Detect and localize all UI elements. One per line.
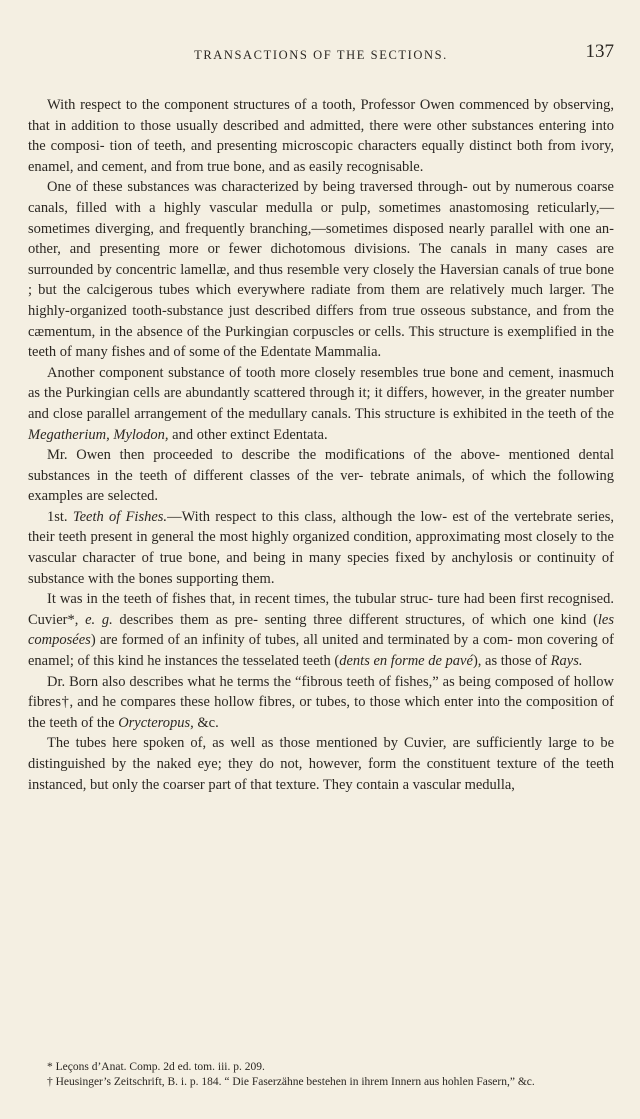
running-head: TRANSACTIONS OF THE SECTIONS.	[194, 48, 448, 62]
text-run: and other extinct Edentata.	[168, 426, 328, 443]
page-number: 137	[585, 41, 614, 62]
paragraph	[28, 363, 614, 445]
italic-run: les composées	[28, 611, 615, 649]
italic-run: Orycteropus,	[118, 714, 194, 731]
text-run: Mr. Owen then proceeded to describe the modifications of the above- mentioned dental substances in the teeth of different classes of the ver- tebrate animals, of which the following examples are selected.	[28, 447, 614, 505]
text-run: Another component substance of tooth more closely resembles true bone and cement, inasmuch as the Purkingian cells are abundantly scattered through it; it differs, however, in the greater number and close parallel arrangement of the medullary canals. This structure is exhibited in the teeth of the	[28, 364, 614, 422]
body-text	[28, 95, 614, 795]
text-run: —With respect to this class, although the low- est of the vertebrate series, their teeth present in general the most highly organized condition, approximating most closely to the vascular character of true bone, and being in many species fixed by anchylosis or continuity of substance with the bones supporting them.	[28, 508, 615, 587]
text-run: It was in the teeth of fishes that, in recent times, the tubular struc- ture had been first recognised. Cuvier*,	[28, 591, 614, 628]
text-run: Dr. Born also describes what he terms the “fibrous teeth of fishes,” as being composed of hollow fibres†, and he compares these hollow fibres, or tubes, to those which enter into the composition of the teeth of the	[28, 673, 614, 731]
page-header	[28, 0, 614, 62]
italic-run: dents en forme de pavé	[339, 653, 473, 670]
paragraph	[28, 445, 614, 507]
italic-run: e. g.	[85, 611, 113, 628]
paragraph	[28, 589, 614, 671]
footnote: * Leçons d’Anat. Comp. 2d ed. tom. iii. p. 209.	[47, 1061, 265, 1073]
text-run: With respect to the component structures of a tooth, Professor Owen commenced by observing, that in addition to those usually described and admitted, there were other substances entering into the composi- tion of teeth, and presenting microscopic characters equally distinct both from ivory, enamel, and cement, and from true bone, and as easily recognisable.	[28, 97, 614, 175]
paragraph	[28, 507, 614, 589]
paragraph	[28, 672, 614, 734]
italic-run: Rays.	[550, 653, 583, 670]
text-run: 1st.	[47, 508, 73, 525]
text-run: One of these substances was characterized by being traversed through- out by numerous coarse canals, filled with a highly vascular medulla or pulp, sometimes anastomosing reticularly,—sometimes diverging, and frequently branching,—sometimes disposed nearly parallel with one an- other, and presenting more or fewer dichotomous divisions. The canals in many cases are surrounded by concentric lamellæ, and thus resemble very closely the Haversian canals of true bone ; but the calcigerous tubes which everywhere radiate from them are relatively much larger. The highly-organized tooth-substance just described differs from true osseous substance, and from the cæmentum, in the absence of the Purkingian corpuscles or cells. This structure is exemplified in the teeth of many fishes and of some of the Edentate Mammalia.	[28, 179, 614, 361]
text-run: ), as those of	[472, 653, 551, 670]
paragraph	[28, 95, 614, 177]
italic-run: Megatherium, Mylodon,	[28, 426, 169, 443]
paragraph	[28, 177, 614, 362]
text-run: describes them as pre- senting three different structures, of which one kind (	[112, 611, 598, 628]
footnotes	[28, 1060, 614, 1089]
paragraph	[28, 733, 614, 795]
text-run: ) are formed of an infinity of tubes, all united and terminated by a com- mon covering of enamel; of this kind he instances the tesselated teeth (	[28, 632, 614, 670]
text-run: The tubes here spoken of, as well as those mentioned by Cuvier, are sufficiently large to be distinguished by the naked eye; they do not, however, form the constituent texture of the teeth instanced, but only the coarser part of that texture. They contain a vascular medulla,	[28, 735, 614, 793]
italic-run: Teeth of Fishes.	[72, 508, 168, 525]
footnote: † Heusinger’s Zeitschrift, B. i. p. 184. “ Die Faserzähne bestehen in ihrem Innern aus hohlen Fasern,” &c.	[47, 1075, 535, 1088]
text-run: &c.	[193, 714, 219, 731]
